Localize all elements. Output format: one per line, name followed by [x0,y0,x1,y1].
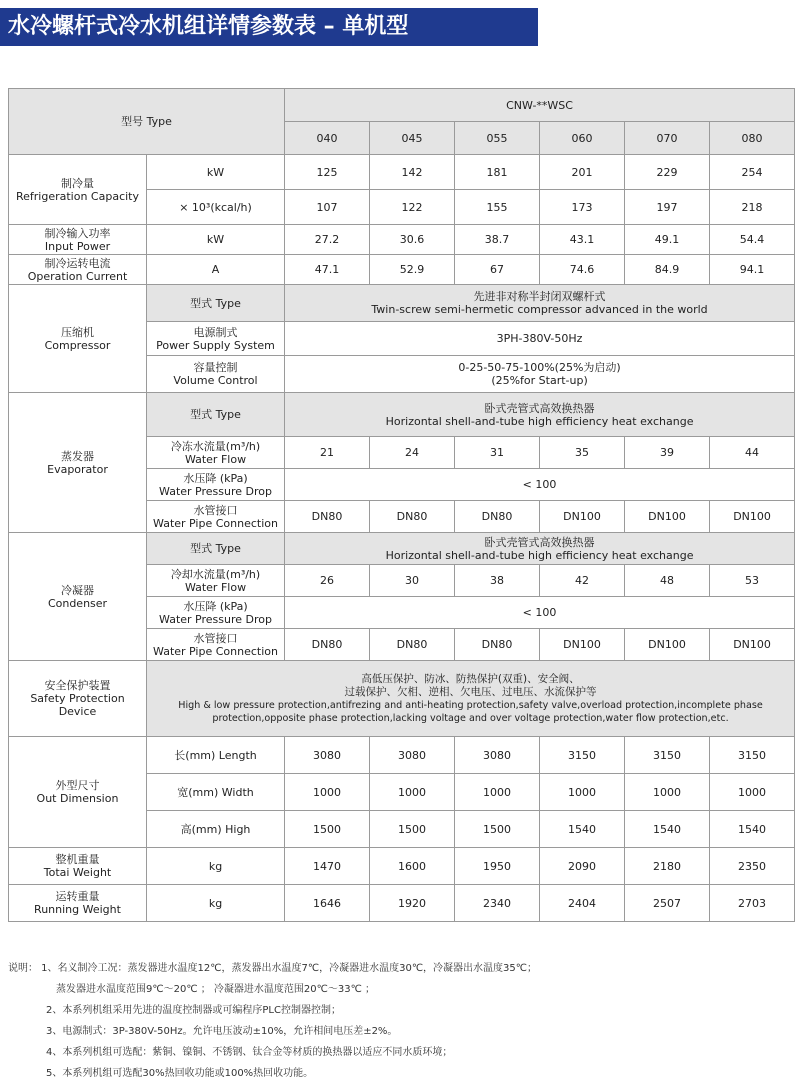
value-cell: 43.1 [540,225,625,255]
value-cell: DN80 [370,501,455,533]
unit-cell: kg [147,885,285,922]
value-cn: 先进非对称半封闭双螺杆式 [473,290,606,303]
sub-label: 高(mm) High [147,811,285,848]
value-cell: DN100 [540,501,625,533]
sub-label [147,356,285,393]
label-cn: 制冷运转电流 [44,256,111,270]
model-header: 055 [455,122,540,155]
label-en: Water Pressure Drop [159,612,272,626]
value-cell: 2507 [625,885,710,922]
value-cell: 107 [285,190,370,225]
note-line: 说明： 1、名义制冷工况：蒸发器进水温度12℃，蒸发器出水温度7℃，冷凝器进水温度30℃，冷凝器出水温度35℃； [8,963,537,974]
sub-label: 长(mm) Length [147,737,285,774]
value-cell: 31 [455,437,540,469]
value-cell: 47.1 [285,255,370,285]
note-line: 蒸发器进水温度范围9℃～20℃ ； 冷凝器进水温度范围20℃～33℃ ； [56,984,375,995]
label-cn: 冷冻水流量(m³/h) [170,439,261,453]
value-cell: DN80 [285,629,370,661]
value-cell: 44 [710,437,795,469]
value-cell: 1000 [540,774,625,811]
label-en: Water Pipe Connection [153,516,278,530]
sub-label [147,501,285,533]
label-cn: 运转重量 [55,890,100,903]
value-cell: 1000 [710,774,795,811]
table-row [9,661,795,737]
value-cell: 1470 [285,848,370,885]
row-label-cooling-capacity [9,155,147,225]
note-line: 5、本系列机组可选配30%热回收功能或100%热回收功能。 [46,1068,314,1079]
model-header: 045 [370,122,455,155]
sub-label: 宽(mm) Width [147,774,285,811]
value-cell: 94.1 [710,255,795,285]
value-cell: 2180 [625,848,710,885]
model-header: 070 [625,122,710,155]
note-line: 2、本系列机组采用先进的温度控制器或可编程序PLC控制器控制； [46,1005,341,1016]
value-cell: DN100 [625,629,710,661]
value-cell: 3150 [625,737,710,774]
value-cell: 1500 [285,811,370,848]
label-en: Running Weight [34,903,121,916]
merged-value: < 100 [285,469,795,501]
sub-label [147,469,285,501]
value-cell: 1540 [710,811,795,848]
sub-label: 型式 Type [147,393,285,437]
label-cn: 压缩机 [61,325,94,339]
label-en: Operation Current [27,269,128,283]
value-cell: 67 [455,255,540,285]
label-cn: 电源制式 [193,325,238,339]
value-cell: 201 [540,155,625,190]
value-cell: 3150 [710,737,795,774]
value-cell: 39 [625,437,710,469]
value-cell: 27.2 [285,225,370,255]
value-cell: 1500 [455,811,540,848]
value-cell: DN100 [540,629,625,661]
value-cell: 229 [625,155,710,190]
value-cell: 38 [455,565,540,597]
label-en: Condenser [47,596,108,610]
table-row [9,255,795,285]
value-cell: 24 [370,437,455,469]
label-cn: 水管接口 [193,631,238,645]
value-cell: 48 [625,565,710,597]
table-row [9,885,795,922]
label-en: Totai Weight [43,866,112,879]
row-label-running-weight [9,885,147,922]
model-header: 060 [540,122,625,155]
value-cell: 49.1 [625,225,710,255]
safety-description [147,661,795,737]
value-cell: 2090 [540,848,625,885]
unit-cell: kW [147,225,285,255]
table-row [9,393,795,437]
value-cell: 181 [455,155,540,190]
label-cn: 制冷量 [61,176,94,190]
table-row [9,285,795,322]
label-en: Water Pipe Connection [153,644,278,658]
unit-cell: kW [147,155,285,190]
table-row [9,533,795,565]
label-cn: 安全保护装置 [44,679,111,692]
value-cell: 53 [710,565,795,597]
value-cell: 1500 [370,811,455,848]
unit-cell: kg [147,848,285,885]
row-label-safety [9,661,147,737]
value-cell: 1540 [540,811,625,848]
table-row [9,737,795,774]
value-cell: 21 [285,437,370,469]
spec-table [8,88,795,922]
value-cell: 142 [370,155,455,190]
label-cn: 冷却水流量(m³/h) [170,567,261,581]
label-en: Water Flow [184,580,247,594]
unit-cell: A [147,255,285,285]
row-label-compressor [9,285,147,393]
value-cell: DN100 [710,629,795,661]
safety-line: 过载保护、欠相、逆相、欠电压、过电压、水流保护等 [344,685,597,698]
row-label-operation-current [9,255,147,285]
value-cell: 1000 [455,774,540,811]
value-cell: 30 [370,565,455,597]
label-en: Water Flow [184,452,247,466]
value-cell: 1540 [625,811,710,848]
sub-label: 型式 Type [147,533,285,565]
value-en: Twin-screw semi-hermetic compressor advanced in the world [371,303,708,316]
value-cell: 1000 [370,774,455,811]
value-cell: 122 [370,190,455,225]
value-cell: DN80 [285,501,370,533]
value-cell: 2703 [710,885,795,922]
value-cell: DN80 [455,629,540,661]
value-cell: DN100 [625,501,710,533]
value-cell: 30.6 [370,225,455,255]
model-header: 080 [710,122,795,155]
label-cn: 制冷输入功率 [44,226,111,240]
value-cell: 2340 [455,885,540,922]
sub-label: 型式 Type [147,285,285,322]
merged-value: < 100 [285,597,795,629]
value-line: 0-25-50-75-100%(25%为启动) [458,361,621,374]
value-cell: 1600 [370,848,455,885]
label-en: Input Power [44,239,111,253]
label-cn: 外型尺寸 [55,779,100,792]
sub-label [147,437,285,469]
value-cell: 197 [625,190,710,225]
value-cell: 42 [540,565,625,597]
value-cell: DN80 [455,501,540,533]
label-cn: 蒸发器 [61,449,94,463]
label-en: Compressor [44,338,111,352]
value-en: Horizontal shell-and-tube high efficiency heat exchange [385,548,694,562]
label-cn: 水压降 (kPa) [183,599,248,613]
row-label-total-weight [9,848,147,885]
value-cell: 52.9 [370,255,455,285]
label-cn: 冷凝器 [61,583,94,597]
row-label-evaporator [9,393,147,533]
value-cell: 3080 [285,737,370,774]
value-cell: 1950 [455,848,540,885]
value-cell: 3080 [370,737,455,774]
value-cell: DN80 [370,629,455,661]
value-cell: 26 [285,565,370,597]
model-header: 040 [285,122,370,155]
merged-value [285,533,795,565]
value-cell: 2350 [710,848,795,885]
label-cn: 容量控制 [193,361,238,374]
value-cell: 125 [285,155,370,190]
label-en: Water Pressure Drop [159,484,272,498]
value-cell: 3080 [455,737,540,774]
table-row [9,848,795,885]
value-cell: 35 [540,437,625,469]
value-cell: 74.6 [540,255,625,285]
value-cell: 1000 [285,774,370,811]
label-en: Safety Protection Device [30,692,125,718]
value-cell: DN100 [710,501,795,533]
value-cell: 38.7 [455,225,540,255]
label-en: Refrigeration Capacity [15,189,140,203]
model-label: 型号 Type [9,89,285,155]
value-cn: 卧式壳管式高效换热器 [484,535,595,549]
page-title: 水冷螺杆式冷水机组详情参数表 – 单机型 [0,8,538,46]
table-row [9,155,795,190]
note-line: 4、本系列机组可选配：紫铜、镍铜、不锈钢、钛合金等材质的换热器以适应不同水质环境； [46,1047,453,1058]
sub-label [147,629,285,661]
label-cn: 整机重量 [55,853,100,866]
safety-line: 高低压保护、防冰、防热保护(双重)、安全阀、 [361,672,580,685]
label-cn: 水管接口 [193,503,238,517]
label-en: Evaporator [47,462,108,476]
label-en: Power Supply System [156,338,275,352]
value-cell: 254 [710,155,795,190]
sub-label [147,322,285,356]
value-cn: 卧式壳管式高效换热器 [484,401,595,415]
label-cn: 水压降 (kPa) [183,471,248,485]
value-cell: 3150 [540,737,625,774]
value-cell: 1646 [285,885,370,922]
merged-value: 3PH-380V-50Hz [285,322,795,356]
sub-label [147,597,285,629]
row-label-dimension [9,737,147,848]
merged-value [285,393,795,437]
notes [8,958,794,1084]
sub-label [147,565,285,597]
merged-value [285,285,795,322]
value-cell: 1920 [370,885,455,922]
value-en: Horizontal shell-and-tube high efficiency heat exchange [385,414,694,428]
value-cell: 84.9 [625,255,710,285]
unit-cell: × 10³(kcal/h) [147,190,285,225]
value-line: (25%for Start-up) [491,374,588,387]
value-cell: 2404 [540,885,625,922]
safety-line: High & low pressure protection,antifrezing and anti-heating protection,safety valve,overload protection,incomplete phase [178,699,763,711]
safety-line: protection,opposite phase protection,lacking voltage and over voltage protection,water flow protection,etc. [212,712,729,724]
label-en: Out Dimension [36,792,119,805]
note-line: 3、电源制式：3P-380V-50Hz。允许电压波动±10%，允许相间电压差±2%。 [46,1026,398,1037]
value-cell: 218 [710,190,795,225]
value-cell: 1000 [625,774,710,811]
merged-value [285,356,795,393]
row-label-input-power [9,225,147,255]
value-cell: 54.4 [710,225,795,255]
value-cell: 173 [540,190,625,225]
label-en: Volume Control [173,374,258,387]
table-row [9,225,795,255]
row-label-condenser [9,533,147,661]
series-name: CNW-**WSC [285,89,795,122]
value-cell: 155 [455,190,540,225]
